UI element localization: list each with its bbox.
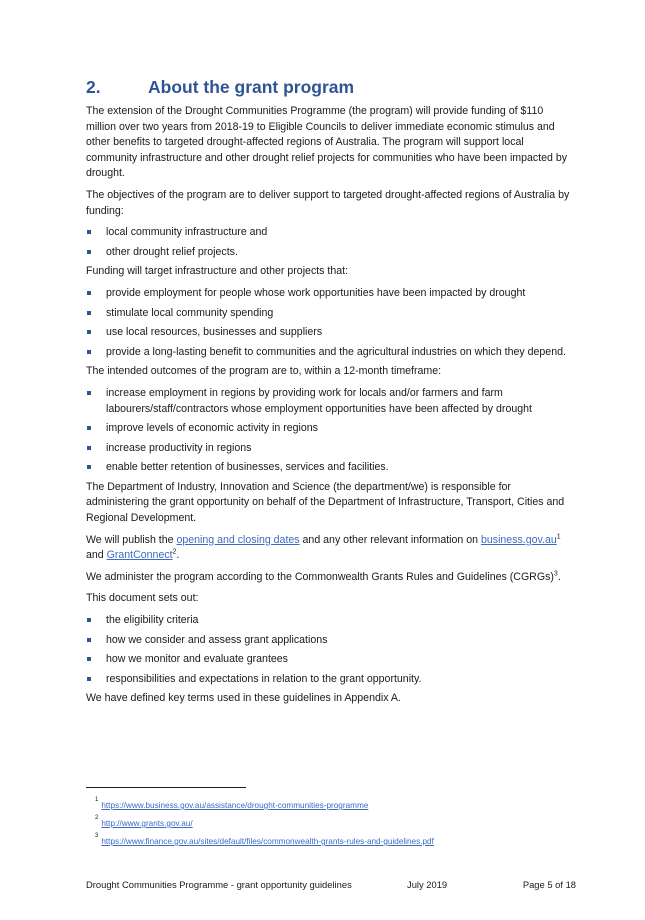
list-item: responsibilities and expectations in relation to the grant opportunity. [86,672,574,688]
bullet-icon [87,446,91,450]
list-item: stimulate local community spending [86,306,574,322]
paragraph-outcomes: The intended outcomes of the program are to, within a 12-month timeframe: [86,365,442,378]
bullet-icon [87,618,91,622]
outcomes-list [86,386,574,476]
opening-closing-dates-link[interactable]: opening and closing dates [176,533,300,546]
footnote-link-1[interactable]: https://www.business.gov.au/assistance/drought-communities-programme [101,801,369,810]
bullet-icon [87,250,91,254]
grantconnect-link[interactable]: GrantConnect [106,549,173,562]
list-item: the eligibility criteria [86,613,574,629]
paragraph-sets-out: This document sets out: [86,592,199,605]
bullet-icon [87,291,91,295]
list-item: local community infrastructure and [86,225,574,241]
funding-list [86,286,574,360]
bullet-icon [87,350,91,354]
paragraph-department: The Department of Industry, Innovation and Science (the department/we) is responsible for administering the grant opportunity on behalf of the Department of Infrastructure, Transport, Cities and Regional Development. [86,480,565,525]
bullet-icon [87,230,91,234]
footnotes [95,797,575,854]
list-item: use local resources, businesses and suppliers [86,325,574,341]
bullet-icon [87,657,91,661]
list-item: provide a long-lasting benefit to communities and the agricultural industries on which they depend. [86,345,574,361]
footnote-3: 3 https://www.finance.gov.au/sites/default/files/commonwealth-grants-rules-and-guidelines.pdf [95,833,434,846]
section-heading [86,76,574,98]
bullet-icon [87,391,91,395]
bullet-icon [87,311,91,315]
paragraph-funding: Funding will target infrastructure and other projects that: [86,265,349,278]
bullet-icon [87,330,91,334]
footer-date: July 2019 [407,879,448,890]
footnote-ref: 1 [556,533,561,541]
list-item: improve levels of economic activity in regions [86,421,574,437]
list-item: how we monitor and evaluate grantees [86,652,574,668]
document-contents-list [86,613,574,687]
page-content [86,76,574,713]
list-item: other drought relief projects. [86,245,574,261]
footnote-ref: 2 [172,548,177,556]
paragraph-objectives: The objectives of the program are to deliver support to targeted drought-affected regions of Australia by funding: [86,188,570,217]
footer-page-number: Page 5 of 18 [522,879,576,890]
list-item: provide employment for people whose work opportunities have been impacted by drought [86,286,574,302]
page-footer [86,879,576,890]
footnote-separator [86,787,246,788]
paragraph-intro: The extension of the Drought Communities Programme (the program) will provide funding of $110 million over two years from 2018-19 to Eligible Councils to deliver immediate economic stimulus and other benefits to targeted drought-affected regions of Australia. The program will support local community infrastructure and other drought relief projects for communities who have been impacted by drought. [86,105,568,180]
list-item: increase productivity in regions [86,441,574,457]
footnote-link-2[interactable]: http://www.grants.gov.au/ [101,819,193,828]
footnote-1: 1 https://www.business.gov.au/assistance/drought-communities-programme [95,797,369,810]
objectives-list [86,225,574,260]
business-gov-link[interactable]: business.gov.au [480,533,557,546]
list-item: how we consider and assess grant applications [86,633,574,649]
footer-title: Drought Communities Programme - grant opportunity guidelines [86,879,352,890]
footnote-2: 2 http://www.grants.gov.au/ [95,815,193,828]
footnote-link-3[interactable]: https://www.finance.gov.au/sites/default/files/commonwealth-grants-rules-and-guidelines.pdf [101,837,434,846]
section-number: 2. [86,77,101,97]
bullet-icon [87,638,91,642]
paragraph-publish: We will publish the opening and closing dates and any other relevant information on $business.gov.au^1$ and GrantConnect$^2$. [86,533,561,562]
paragraph-cgrgs: We administer the program according to the Commonwealth Grants Rules and Guidelines (CGRGs)$^3$. [86,570,561,583]
list-item: enable better retention of businesses, services and facilities. [86,460,574,476]
list-item: increase employment in regions by providing work for locals and/or farmers and farm labourers/staff/contractors whose employment opportunities have been affected by drought [86,386,574,417]
footnote-ref: 3 [553,570,558,578]
bullet-icon [87,465,91,469]
bullet-icon [87,426,91,430]
bullet-icon [87,677,91,681]
paragraph-key-terms: We have defined key terms used in these guidelines in Appendix A. [86,692,401,705]
section-title: About the grant program [148,77,355,97]
